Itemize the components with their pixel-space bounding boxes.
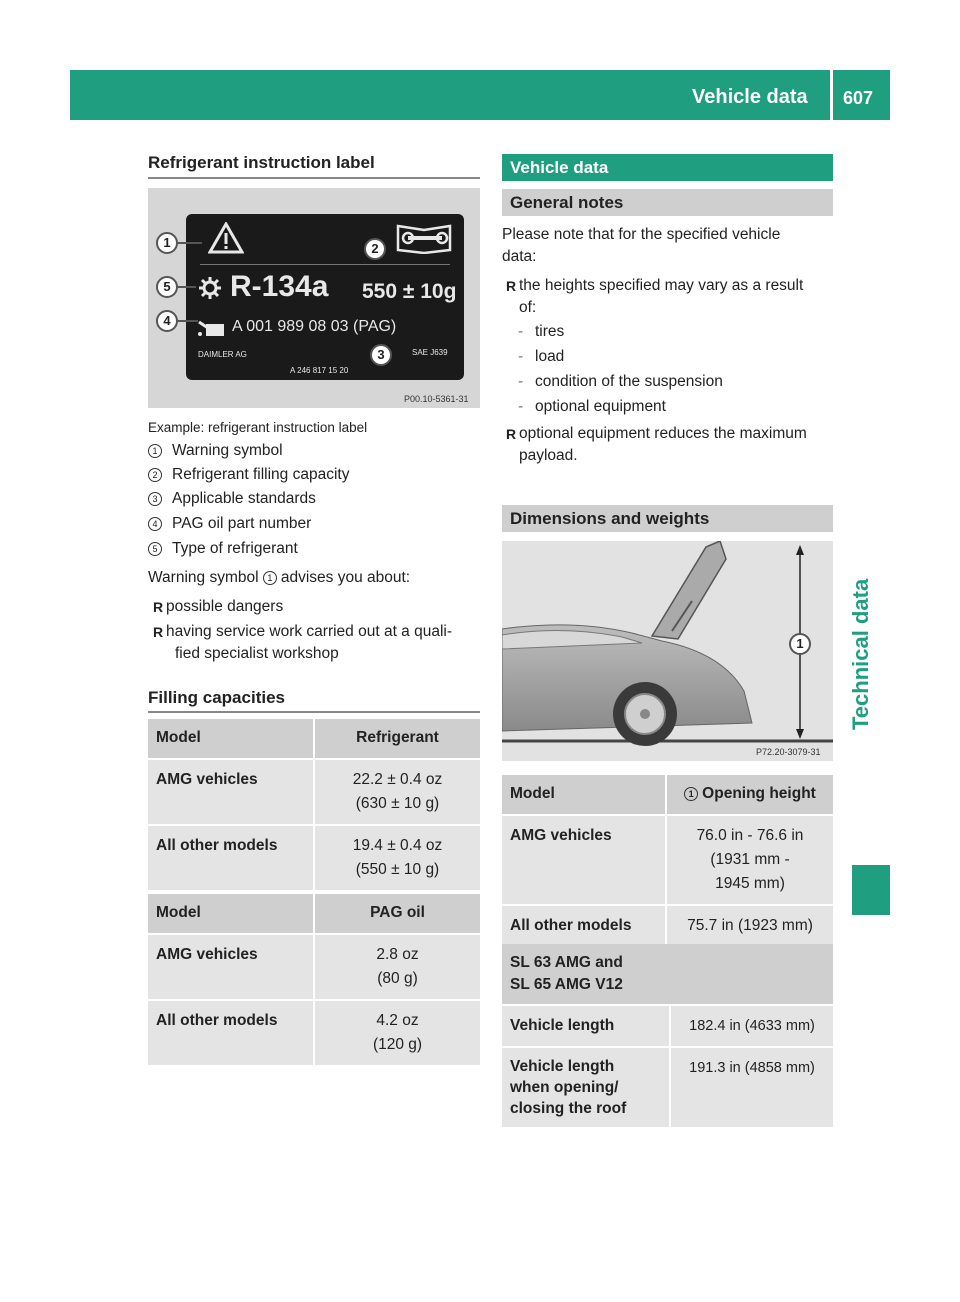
table-row: AMG vehicles 2.8 oz (80 g) (148, 934, 480, 1000)
dash-item: - tires (518, 323, 565, 340)
legend-item (148, 442, 283, 460)
table-row: Vehicle length 182.4 in (4633 mm) (502, 1005, 833, 1047)
refrigerant-type-text: R-134a (230, 270, 329, 303)
callout-1: 1 (156, 232, 178, 254)
figure-code: P00.10-5361-31 (404, 394, 469, 404)
page-number: 607 (843, 88, 874, 108)
refrigerant-gear-icon (198, 276, 222, 300)
intro-line: Please note that for the specified vehicle (502, 226, 781, 243)
warning-text-end: advises you about: (280, 569, 411, 586)
legend-number: 1 (148, 444, 162, 458)
warning-paragraph (148, 567, 410, 589)
refrigerant-label-figure (148, 188, 480, 408)
table-header: Model (148, 719, 314, 759)
section-heading-refrigerant-label: Refrigerant instruction label (148, 153, 375, 172)
warning-triangle-icon (208, 222, 244, 254)
callout-5-line (178, 286, 196, 288)
dash-item: - optional equipment (518, 398, 666, 415)
bullet-item: R possible dangers (153, 598, 284, 615)
pag-part-number-text: A 001 989 08 03 (PAG) (232, 318, 397, 335)
table-row: AMG vehicles 76.0 in - 76.6 in (1931 mm - 1945 mm) (502, 815, 833, 905)
opening-height-table (502, 775, 833, 946)
callout-1-line (178, 242, 202, 244)
callout-5: 5 (156, 276, 178, 298)
legend-number: 3 (148, 492, 162, 506)
bullet-item: R the heights specified may vary as a result (506, 277, 804, 294)
heading-rule (148, 177, 480, 179)
band-vehicle-data: Vehicle data (502, 154, 833, 181)
warning-text-start: Warning symbol (148, 569, 259, 586)
intro-line: data: (502, 248, 537, 265)
callout-4-line (178, 320, 198, 322)
car-illustration (502, 541, 833, 761)
legend-number: 2 (148, 468, 162, 482)
label-plate (186, 214, 464, 380)
pag-oil-table (148, 894, 480, 1065)
warning-number: 1 (263, 571, 277, 585)
legend-text: Applicable standards (172, 490, 316, 507)
legend-text: Type of refrigerant (172, 540, 298, 557)
refrigerant-table (148, 719, 480, 890)
callout-2: 2 (364, 238, 386, 260)
car-figure (502, 541, 833, 761)
header-title: Vehicle data (692, 86, 808, 108)
dash-item: - load (518, 348, 565, 365)
standard-text: SAE J639 (412, 348, 448, 357)
vehicle-length-table (502, 944, 833, 1127)
table-header: SL 63 AMG and SL 65 AMG V12 (502, 944, 833, 1005)
heading-rule (148, 711, 480, 713)
car-callout-1: 1 (789, 633, 811, 655)
figure-caption: Example: refrigerant instruction label (148, 420, 368, 435)
table-row: All other models 19.4 ± 0.4 oz (550 ± 10 g) (148, 825, 480, 890)
table-row: AMG vehicles 22.2 ± 0.4 oz (630 ± 10 g) (148, 759, 480, 825)
bullet-item: R optional equipment reduces the maximum (506, 425, 807, 442)
bullet-item: R having service work carried out at a quali- (153, 623, 453, 640)
plate-divider (200, 264, 450, 265)
band-dimensions: Dimensions and weights (502, 505, 833, 532)
bullet-continuation: payload. (519, 447, 578, 464)
legend-item (148, 540, 298, 558)
bullet-continuation: of: (519, 299, 537, 316)
callout-3: 3 (370, 344, 392, 366)
maker-text: DAIMLER AG (198, 350, 247, 359)
sidebar-tab-label: Technical data (848, 578, 873, 730)
legend-item (148, 466, 349, 484)
oil-can-icon (198, 318, 228, 338)
table-header: PAG oil (314, 894, 480, 934)
table-header: Model (502, 775, 666, 815)
table-header: Model (148, 894, 314, 934)
header-separator (830, 70, 833, 120)
band-general-notes: General notes (502, 189, 833, 216)
table-row: All other models 75.7 in (1923 mm) (502, 905, 833, 946)
table-row: All other models 4.2 oz (120 g) (148, 1000, 480, 1065)
callout-4: 4 (156, 310, 178, 332)
service-manual-icon (394, 222, 456, 254)
table-row: Vehicle length when opening/ closing the roof 191.3 in (4858 mm) (502, 1047, 833, 1127)
table-header: Refrigerant (314, 719, 480, 759)
legend-text: PAG oil part number (172, 515, 312, 532)
legend-number: 5 (148, 542, 162, 556)
car-figure-code: P72.20-3079-31 (756, 747, 821, 757)
legend-item (148, 515, 311, 533)
dash-item: - condition of the suspension (518, 373, 723, 390)
label-number-text: A 246 817 15 20 (290, 366, 349, 375)
legend-text: Warning symbol (172, 442, 283, 459)
legend-number: 4 (148, 517, 162, 531)
capacity-text: 550 ± 10g (362, 280, 457, 303)
legend-text: Refrigerant filling capacity (172, 466, 350, 483)
legend-item (148, 490, 316, 508)
section-heading-filling: Filling capacities (148, 688, 285, 707)
sidebar-marker (852, 865, 890, 915)
bullet-continuation: fied specialist workshop (175, 645, 339, 662)
table-header: 1 Opening height (666, 775, 833, 815)
